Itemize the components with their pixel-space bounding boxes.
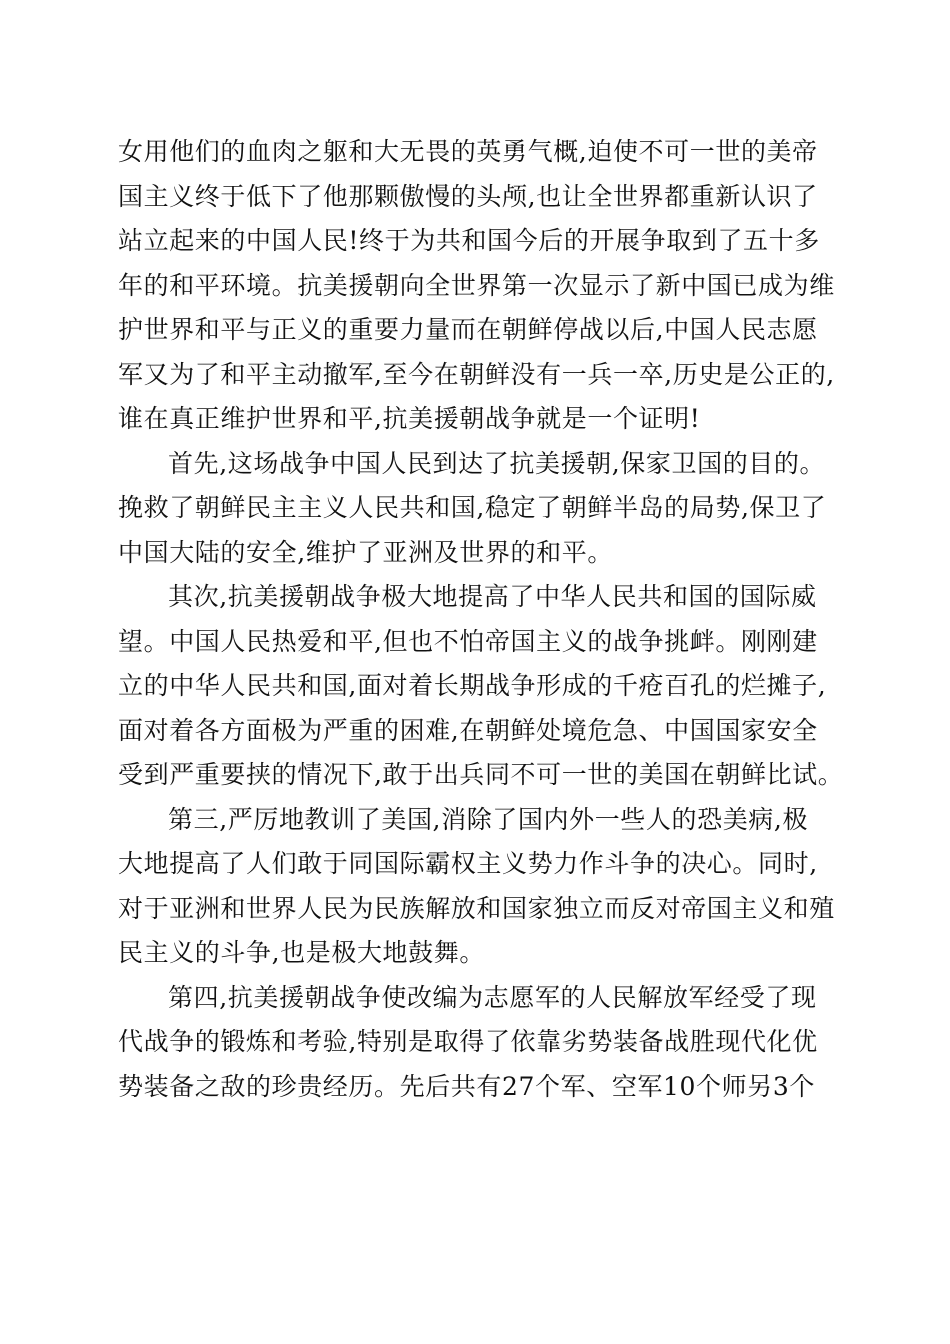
text-line: 军又为了和平主动撤军,至今在朝鲜没有一兵一卒,历史是公正的, (118, 359, 835, 389)
text-line: 挽救了朝鲜民主主义人民共和国,稳定了朝鲜半岛的局势,保卫了 (118, 493, 827, 522)
text-line: 护世界和平与正义的重要力量而在朝鲜停战以后,中国人民志愿 (118, 315, 818, 344)
text-line: 立的中华人民共和国,面对着长期战争形成的千疮百孔的烂摊子, (118, 671, 827, 700)
paragraph-first-line: 第四,抗美援朝战争使改编为志愿军的人民解放军经受了现 (168, 982, 817, 1012)
text-line: 女用他们的血肉之躯和大无畏的英勇气概,迫使不可一世的美帝 (118, 137, 818, 166)
text-line: 对于亚洲和世界人民为民族解放和国家独立而反对帝国主义和殖 (118, 893, 835, 923)
paragraph-first-line: 第三,严厉地教训了美国,消除了国内外一些人的恐美病,极 (168, 804, 809, 834)
text-line: 谁在真正维护世界和平,抗美援朝战争就是一个证明! (118, 404, 701, 433)
text-line: 年的和平环境。抗美援朝向全世界第一次显示了新中国已成为维 (118, 270, 835, 300)
text-line: 站立起来的中国人民!终于为共和国今后的开展争取到了五十多 (118, 226, 820, 255)
body-text (118, 130, 844, 1109)
paragraph-first-line: 其次,抗美援朝战争极大地提高了中华人民共和国的国际威 (168, 582, 817, 611)
text-line: 代战争的锻炼和考验,特别是取得了依靠劣势装备战胜现代化优 (118, 1027, 818, 1056)
text-line: 民主义的斗争,也是极大地鼓舞。 (118, 938, 485, 967)
text-line: 国主义终于低下了他那颗傲慢的头颅,也让全世界都重新认识了 (118, 181, 818, 211)
text-line: 中国大陆的安全,维护了亚洲及世界的和平。 (118, 537, 613, 567)
text-line: 受到严重要挟的情况下,敢于出兵同不可一世的美国在朝鲜比试。 (118, 760, 844, 789)
paragraph-first-line: 首先,这场战争中国人民到达了抗美援朝,保家卫国的目的。 (168, 448, 826, 478)
text-line: 大地提高了人们敢于同国际霸权主义势力作斗争的决心。同时, (118, 849, 818, 878)
text-line: 望。中国人民热爱和平,但也不怕帝国主义的战争挑衅。刚刚建 (118, 626, 818, 656)
text-line: 面对着各方面极为严重的困难,在朝鲜处境危急、中国国家安全 (118, 715, 818, 745)
text-line: 势装备之敌的珍贵经历。先后共有27个军、空军10个师另3个 (118, 1071, 815, 1101)
